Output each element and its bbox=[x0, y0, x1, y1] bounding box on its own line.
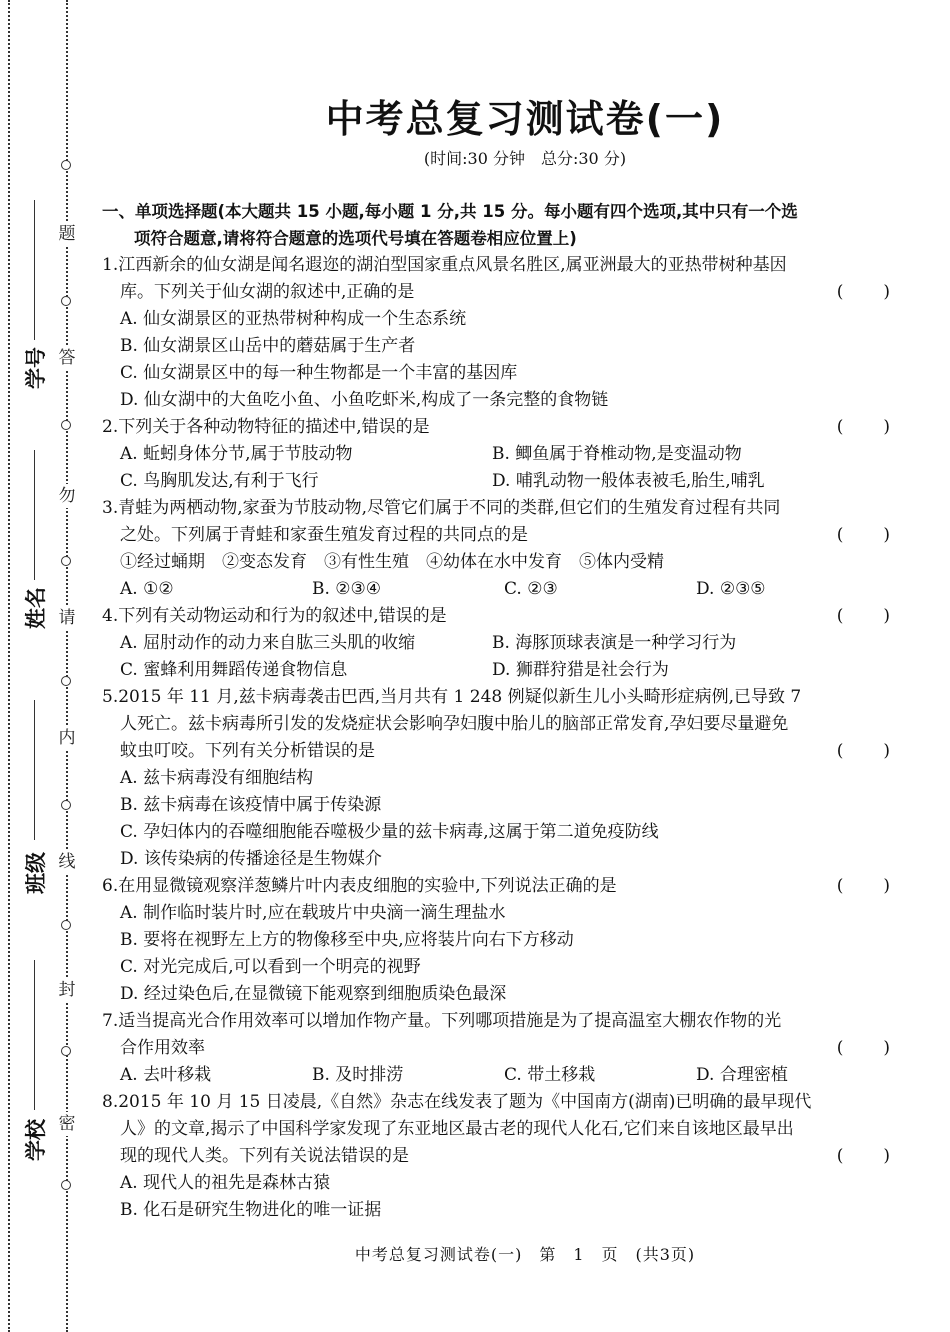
option-b[interactable]: B. 仙女湖景区山岳中的蘑菇属于生产者 bbox=[120, 336, 416, 356]
seal-char: 答 bbox=[58, 348, 76, 368]
answer-bracket[interactable]: ( ) bbox=[836, 1146, 892, 1166]
option-a[interactable]: A. 制作临时装片时,应在载玻片中央滴一滴生理盐水 bbox=[120, 903, 506, 923]
option-a[interactable]: A. ①② bbox=[120, 579, 174, 599]
question-stem: 人》的文章,揭示了中国科学家发现了东亚地区最古老的现代人化石,它们来自该地区最早出 bbox=[120, 1119, 794, 1139]
answer-bracket[interactable]: ( ) bbox=[836, 741, 892, 761]
option-a[interactable]: A. 仙女湖景区的亚热带树种构成一个生态系统 bbox=[120, 309, 467, 329]
name-label: 姓名 bbox=[24, 587, 48, 629]
school-label: 学校 bbox=[24, 1119, 48, 1161]
option-b[interactable]: B. ②③④ bbox=[312, 579, 382, 599]
class-label: 班级 bbox=[24, 852, 48, 894]
question-stem: 合作用效率 ( ) bbox=[102, 1035, 892, 1062]
option-d[interactable]: D. 经过染色后,在显微镜下能观察到细胞质染色最深 bbox=[120, 984, 507, 1004]
question-stem: 人死亡。兹卡病毒所引发的发烧症状会影响孕妇腹中胎儿的脑部正常发育,孕妇要尽量避免 bbox=[120, 714, 789, 734]
question-1 bbox=[102, 252, 892, 414]
student-id-label: 学号 bbox=[24, 347, 48, 389]
option-d[interactable]: D. ②③⑤ bbox=[696, 579, 766, 599]
option-c[interactable]: C. 鸟胸肌发达,有利于飞行 bbox=[120, 471, 319, 491]
option-b[interactable]: B. 鲫鱼属于脊椎动物,是变温动物 bbox=[492, 444, 742, 464]
question-8 bbox=[102, 1089, 892, 1224]
option-d[interactable]: D. 仙女湖中的大鱼吃小鱼、小鱼吃虾米,构成了一条完整的食物链 bbox=[120, 390, 609, 410]
seal-circle bbox=[61, 1180, 71, 1190]
page-footer: 中考总复习测试卷(一) 第 1 页 (共3页) bbox=[354, 1245, 696, 1264]
seal-char: 内 bbox=[58, 728, 76, 748]
question-stem: 现的现代人类。下列有关说法错误的是 ( ) bbox=[102, 1143, 892, 1170]
seal-char: 线 bbox=[58, 852, 76, 872]
option-c[interactable]: C. 仙女湖景区中的每一种生物都是一个丰富的基因库 bbox=[120, 363, 518, 383]
section-heading: 一、单项选择题(本大题共 15 小题,每小题 1 分,共 15 分。每小题有四个选项,其中只有一个选 bbox=[102, 202, 798, 221]
answer-bracket[interactable]: ( ) bbox=[836, 1038, 892, 1058]
question-stem: 3.青蛙为两栖动物,家蚕为节肢动物,尽管它们属于不同的类群,但它们的生殖发育过程有共同 bbox=[102, 498, 781, 518]
option-c[interactable]: C. 带土移栽 bbox=[504, 1065, 596, 1085]
question-4 bbox=[102, 603, 892, 684]
question-stem: 8.2015 年 10 月 15 日凌晨,《自然》杂志在线发表了题为《中国南方(湖南)已明确的最早现代 bbox=[102, 1092, 812, 1112]
question-stem: 5.2015 年 11 月,兹卡病毒袭击巴西,当月共有 1 248 例疑似新生儿小头畸形症病例,已导致 7 bbox=[102, 687, 802, 707]
question-stem: 7.适当提高光合作用效率可以增加作物产量。下列哪项措施是为了提高温室大棚农作物的光 bbox=[102, 1011, 782, 1031]
option-a[interactable]: A. 兹卡病毒没有细胞结构 bbox=[120, 768, 314, 788]
seal-char: 密 bbox=[58, 1114, 76, 1134]
option-b[interactable]: B. 要将在视野左上方的物像移至中央,应将装片向右下方移动 bbox=[120, 930, 574, 950]
option-d[interactable]: D. 合理密植 bbox=[696, 1065, 788, 1085]
seal-circle bbox=[61, 296, 71, 306]
question-stem: 之处。下列属于青蛙和家蚕生殖发育过程的共同点的是 ( ) bbox=[102, 522, 892, 549]
seal-circle bbox=[61, 676, 71, 686]
seal-char: 勿 bbox=[58, 486, 76, 506]
seal-circle bbox=[61, 160, 71, 170]
option-b[interactable]: B. 兹卡病毒在该疫情中属于传染源 bbox=[120, 795, 382, 815]
option-d[interactable]: D. 该传染病的传播途径是生物媒介 bbox=[120, 849, 382, 869]
option-a[interactable]: A. 蚯蚓身体分节,属于节肢动物 bbox=[120, 444, 353, 464]
option-d[interactable]: D. 狮群狩猎是社会行为 bbox=[492, 660, 669, 680]
question-3 bbox=[102, 495, 892, 603]
question-stem: 库。下列关于仙女湖的叙述中,正确的是 ( ) bbox=[102, 279, 892, 306]
question-stem: 2.下列关于各种动物特征的描述中,错误的是 ( ) bbox=[102, 414, 892, 441]
question-5 bbox=[102, 684, 892, 873]
option-c[interactable]: C. 孕妇体内的吞噬细胞能吞噬极少量的兹卡病毒,这属于第二道免疫防线 bbox=[120, 822, 659, 842]
student-id-line[interactable] bbox=[34, 200, 35, 340]
option-row bbox=[102, 441, 892, 468]
name-line[interactable] bbox=[34, 450, 35, 580]
answer-bracket[interactable]: ( ) bbox=[836, 876, 892, 896]
outer-dotted-line bbox=[8, 0, 10, 1332]
option-row bbox=[102, 630, 892, 657]
option-b[interactable]: B. 及时排涝 bbox=[312, 1065, 404, 1085]
answer-bracket[interactable]: ( ) bbox=[836, 282, 892, 302]
option-a[interactable]: A. 去叶移栽 bbox=[120, 1065, 212, 1085]
option-b[interactable]: B. 海豚顶球表演是一种学习行为 bbox=[492, 633, 737, 653]
numbered-items: ①经过蛹期 ②变态发育 ③有性生殖 ④幼体在水中发育 ⑤体内受精 bbox=[120, 552, 664, 572]
answer-bracket[interactable]: ( ) bbox=[836, 417, 892, 437]
class-line[interactable] bbox=[34, 700, 35, 840]
option-c[interactable]: C. 蜜蜂利用舞蹈传递食物信息 bbox=[120, 660, 348, 680]
option-a[interactable]: A. 现代人的祖先是森林古猿 bbox=[120, 1173, 331, 1193]
seal-char: 题 bbox=[58, 224, 76, 244]
option-row bbox=[102, 576, 892, 603]
option-b[interactable]: B. 化石是研究生物进化的唯一证据 bbox=[120, 1200, 382, 1220]
exam-info: (时间:30 分钟 总分:30 分) bbox=[423, 149, 627, 168]
seal-circle bbox=[61, 1046, 71, 1056]
option-row bbox=[102, 1062, 892, 1089]
seal-char: 封 bbox=[58, 980, 76, 1000]
question-6 bbox=[102, 873, 892, 1008]
binding-margin bbox=[0, 0, 100, 1332]
question-2 bbox=[102, 414, 892, 495]
answer-bracket[interactable]: ( ) bbox=[836, 525, 892, 545]
section-heading-cont: 项符合题意,请将符合题意的选项代号填在答题卷相应位置上) bbox=[134, 229, 577, 248]
question-stem: 1.江西新余的仙女湖是闻名遐迩的湖泊型国家重点风景名胜区,属亚洲最大的亚热带树种基因 bbox=[102, 255, 787, 275]
page-title: 中考总复习测试卷(一) bbox=[325, 97, 725, 141]
seal-circle bbox=[61, 420, 71, 430]
option-row bbox=[102, 657, 892, 684]
question-7 bbox=[102, 1008, 892, 1089]
option-d[interactable]: D. 哺乳动物一般体表被毛,胎生,哺乳 bbox=[492, 471, 765, 491]
option-row bbox=[102, 468, 892, 495]
question-stem: 6.在用显微镜观察洋葱鳞片叶内表皮细胞的实验中,下列说法正确的是 ( ) bbox=[102, 873, 892, 900]
question-stem: 蚊虫叮咬。下列有关分析错误的是 ( ) bbox=[102, 738, 892, 765]
school-line[interactable] bbox=[34, 960, 35, 1110]
seal-circle bbox=[61, 920, 71, 930]
option-c[interactable]: C. ②③ bbox=[504, 579, 558, 599]
question-area bbox=[102, 198, 892, 1224]
seal-circle bbox=[61, 556, 71, 566]
question-stem: 4.下列有关动物运动和行为的叙述中,错误的是 ( ) bbox=[102, 603, 892, 630]
seal-char: 请 bbox=[58, 608, 76, 628]
option-c[interactable]: C. 对光完成后,可以看到一个明亮的视野 bbox=[120, 957, 421, 977]
option-a[interactable]: A. 屈肘动作的动力来自肱三头肌的收缩 bbox=[120, 633, 416, 653]
answer-bracket[interactable]: ( ) bbox=[836, 606, 892, 626]
seal-circle bbox=[61, 800, 71, 810]
